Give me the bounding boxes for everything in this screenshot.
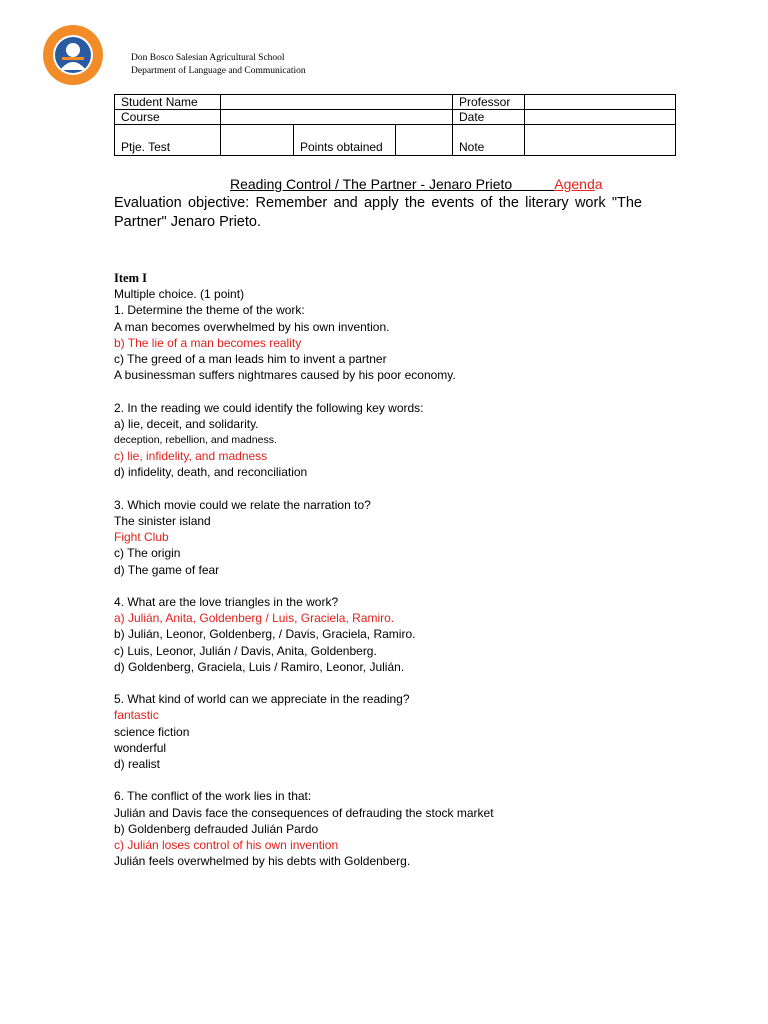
- question-spacer: [114, 481, 674, 497]
- points-obtained-field[interactable]: [396, 125, 453, 156]
- question-text: 3. Which movie could we relate the narration to?: [114, 497, 371, 512]
- answer-option: science fiction: [114, 724, 190, 739]
- answer-option: The sinister island: [114, 514, 211, 529]
- answer-option-correct: a) Julián, Anita, Goldenberg / Luis, Graciela, Ramiro.: [114, 611, 395, 626]
- evaluation-objective: Evaluation objective: Remember and apply the events of the literary work "The Partner" Jenaro Prieto.: [114, 195, 642, 230]
- answer-option: Julián feels overwhelmed by his debts with Goldenberg.: [114, 854, 411, 869]
- question-text: 4. What are the love triangles in the work?: [114, 595, 339, 610]
- answer-option: d) Goldenberg, Graciela, Luis / Ramiro, Leonor, Julián.: [114, 659, 405, 674]
- question-block: [114, 594, 674, 675]
- question-block: [114, 400, 674, 481]
- professor-label: Professor: [453, 95, 525, 110]
- answer-option-correct: fantastic: [114, 708, 159, 723]
- question-text: 6. The conflict of the work lies in that:: [114, 789, 312, 804]
- answer-option: wonderful: [114, 740, 167, 755]
- date-label: Date: [453, 110, 525, 125]
- professor-field[interactable]: [525, 95, 676, 110]
- student-name-field[interactable]: [221, 95, 453, 110]
- answer-option-correct: c) Julián loses control of his own invention: [114, 838, 339, 853]
- question-spacer: [114, 578, 674, 594]
- item-heading: Item I: [114, 271, 147, 285]
- answer-option: Julián and Davis face the consequences of defrauding the stock market: [114, 805, 494, 820]
- answer-option: d) The game of fear: [114, 562, 220, 577]
- answer-option: A businessman suffers nightmares caused by his poor economy.: [114, 368, 456, 383]
- school-name: Don Bosco Salesian Agricultural School: [131, 53, 285, 63]
- question-text: 1. Determine the theme of the work:: [114, 303, 305, 318]
- question-block: [114, 497, 674, 578]
- title-extra-tail: a: [594, 176, 603, 192]
- note-label: Note: [453, 125, 525, 156]
- question-spacer: [114, 675, 674, 691]
- ptje-test-field[interactable]: [221, 125, 294, 156]
- school-logo: [42, 24, 104, 86]
- document-title: [230, 176, 603, 192]
- item-section: [114, 270, 674, 869]
- student-name-label: Student Name: [115, 95, 221, 110]
- answer-option: c) The greed of a man leads him to invent a partner: [114, 352, 387, 367]
- question-block: [114, 302, 674, 383]
- answer-option: c) Luis, Leonor, Julián / Davis, Anita, Goldenberg.: [114, 643, 377, 658]
- title-gap: [512, 176, 554, 192]
- course-label: Course: [115, 110, 221, 125]
- note-field[interactable]: [525, 125, 676, 156]
- answer-option: b) Goldenberg defrauded Julián Pardo: [114, 821, 319, 836]
- answer-option: b) Julián, Leonor, Goldenberg, / Davis, Graciela, Ramiro.: [114, 627, 416, 642]
- answer-option: deception, rebellion, and madness.: [114, 434, 277, 447]
- answer-option: a) lie, deceit, and solidarity.: [114, 416, 259, 431]
- points-obtained-label: Points obtained: [294, 125, 396, 156]
- title-extra: Agend: [554, 176, 595, 192]
- answer-option-correct: Fight Club: [114, 530, 169, 545]
- question-list: [114, 302, 674, 869]
- question-text: 5. What kind of world can we appreciate in the reading?: [114, 692, 410, 707]
- department-name: Department of Language and Communication: [131, 66, 306, 76]
- question-block: [114, 691, 674, 772]
- question-block: [114, 788, 674, 869]
- answer-option: A man becomes overwhelmed by his own invention.: [114, 319, 390, 334]
- ptje-test-label: Ptje. Test: [115, 125, 221, 156]
- date-field[interactable]: [525, 110, 676, 125]
- answer-option: d) infidelity, death, and reconciliation: [114, 465, 308, 480]
- question-spacer: [114, 772, 674, 788]
- answer-option: d) realist: [114, 757, 161, 772]
- course-field[interactable]: [221, 110, 453, 125]
- answer-option-correct: c) lie, infidelity, and madness: [114, 449, 268, 464]
- question-spacer: [114, 383, 674, 399]
- title-main: Reading Control / The Partner - Jenaro Prieto: [230, 176, 513, 192]
- answer-option: c) The origin: [114, 546, 181, 561]
- institution-header: [131, 52, 306, 78]
- item-instruction: Multiple choice. (1 point): [114, 287, 245, 302]
- question-text: 2. In the reading we could identify the following key words:: [114, 400, 424, 415]
- student-info-table: [114, 94, 676, 156]
- answer-option-correct: b) The lie of a man becomes reality: [114, 335, 302, 350]
